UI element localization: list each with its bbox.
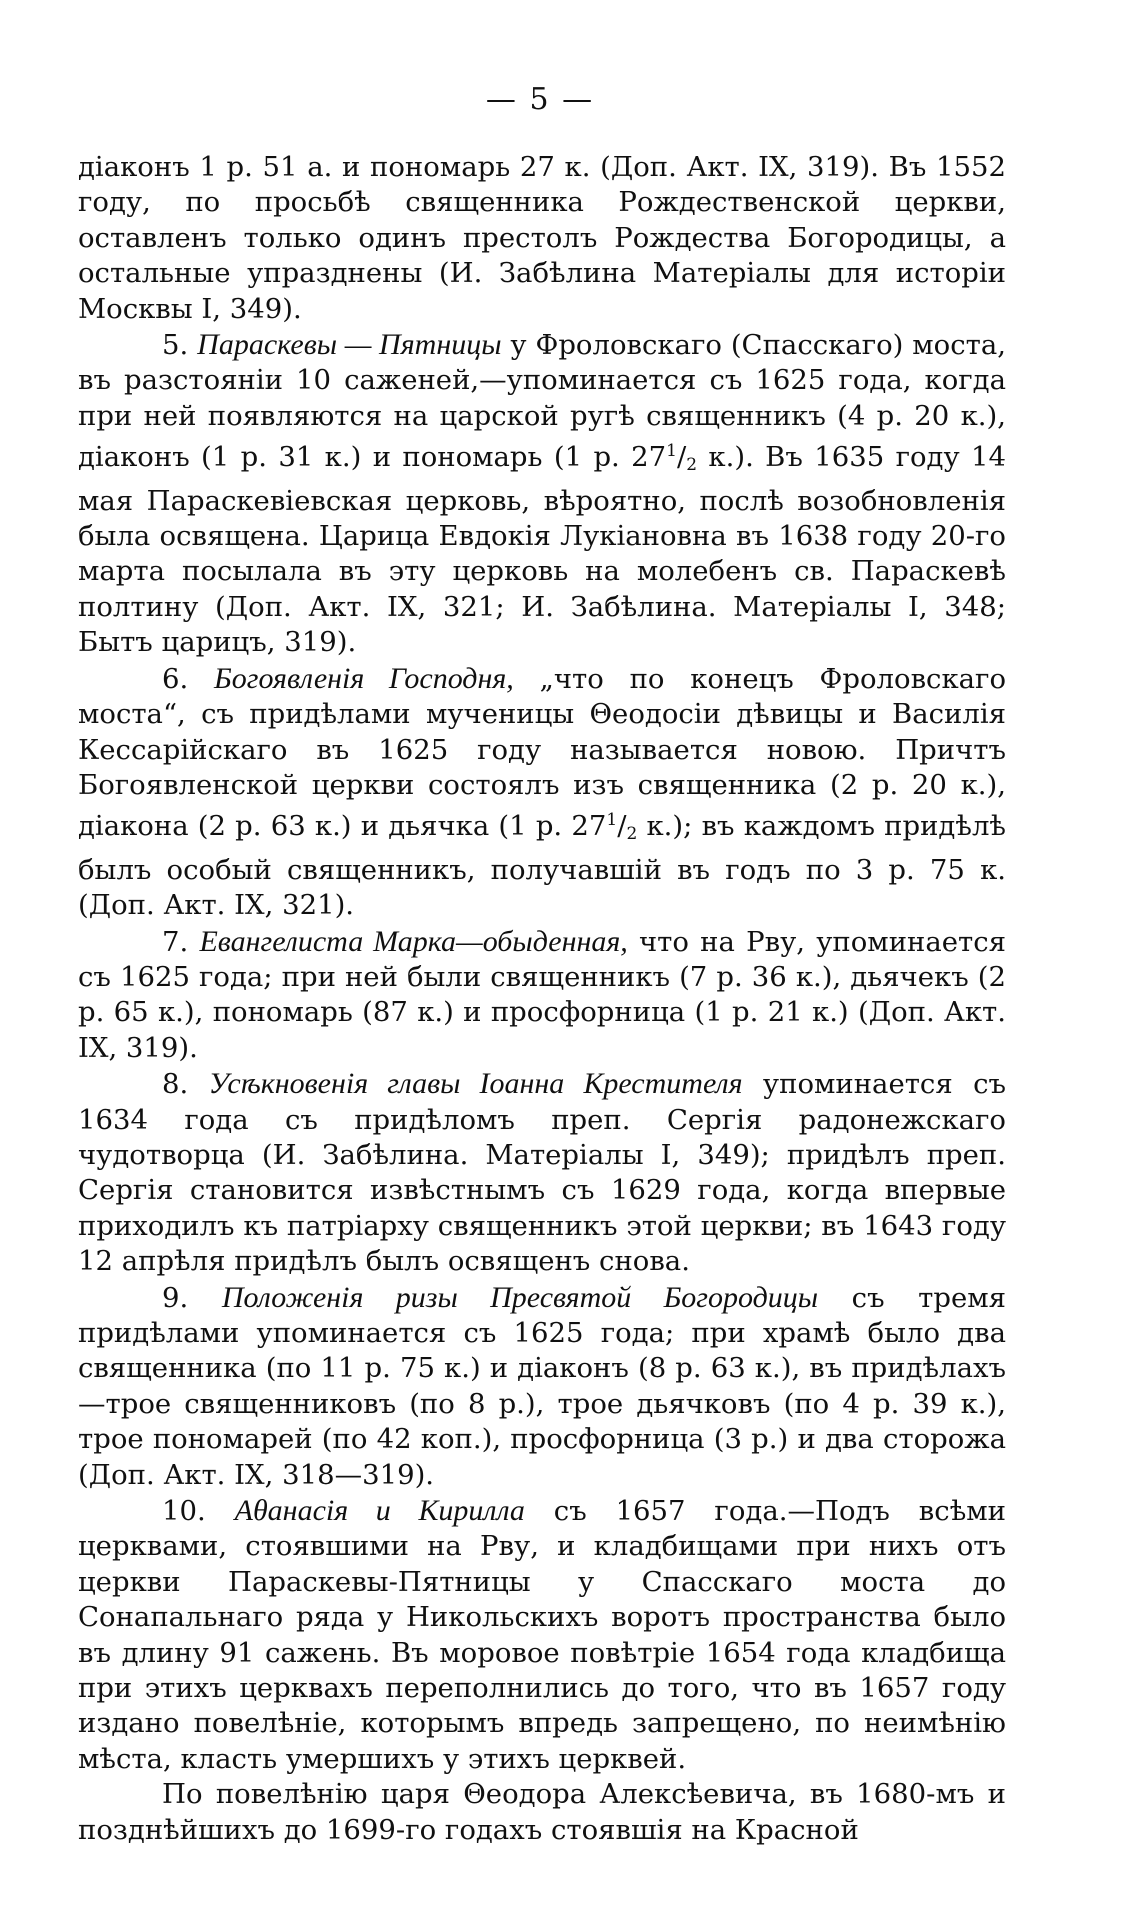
entry-text: упоминается съ 1634 года съ придѣломъ преп. Сергія радонежскаго чудотворца (И. Забѣлина. Матеріалы I, 349); придѣлъ преп. Сергія становится извѣстнымъ съ 1629 года, когда впервые приходилъ къ патріарху священникъ этой церкви; въ 1643 году 12 апрѣля придѣлъ былъ освященъ снова. xyxy=(78,1068,1006,1278)
paragraph-text: діаконъ 1 р. 51 а. и пономарь 27 к. (Доп. Акт. IX, 319). Въ 1552 году, по просьбѣ священника Рождественской церкви, оставленъ только одинъ престолъ Рождества Богородицы, а остальные упразднены (И. Забѣлина Матеріалы для исторіи Москвы I, 349). xyxy=(78,151,1006,325)
entry-8-usiknovenie xyxy=(78,1066,1006,1279)
entry-title: Параскевы — Пятницы xyxy=(197,328,502,362)
entry-number: 9. xyxy=(162,1281,189,1314)
entry-text: съ тремя придѣлами упоминается съ 1625 года; при храмѣ было два священника (по 11 р. 75 к.) и діаконъ (8 р. 63 к.), въ придѣлахъ—трое священниковъ (по 8 р.), трое дьячковъ (по 4 р. 39 к.), трое пономарей (по 42 коп.), просфорница (3 р.) и два сторожа (Доп. Акт. IX, 318—319). xyxy=(78,1281,1006,1491)
entry-title: Положенія ризы Пресвятой Богородицы xyxy=(221,1280,819,1314)
fraction-denominator: 2 xyxy=(626,824,638,845)
entry-6-bogoyavlenie: 6. Богоявленія Господня, „что по конецъ Фроловскаго моста“, съ придѣлами мученицы Θеодосіи дѣвицы и Василія Кессарійскаго въ 1625 году называется новою. Причтъ Богоявленской церкви состоялъ изъ священника (2 р. 20 к.), діакона (2 р. 63 к.) и дьячка (1 р. $27^1/_2$ к.); въ каждомъ придѣлѣ былъ особый священникъ, получавшій въ годъ по 3 р. 75 к. (Доп. Акт. IX, 321). xyxy=(78,661,1007,922)
page-number: — 5 — xyxy=(485,82,595,117)
entry-7-evangelista-marka xyxy=(78,924,1006,1067)
entry-9-polozhenie-rizy xyxy=(78,1280,1006,1493)
entry-title: Евангелиста Марка—обыденная, xyxy=(199,924,628,958)
entry-number: 6. xyxy=(162,662,189,695)
text-column xyxy=(78,150,1006,1848)
entry-number: 10. xyxy=(162,1495,206,1528)
entry-text: у Фроловскаго (Спасскаго) моста, въ разстояніи 10 саженей,—упоминается съ 1625 года, когда при ней появляются на царской ругѣ священникъ (4 р. 20 к.), діаконъ (1 р. 31 к.) и пономарь (1 р. 27 xyxy=(78,329,1006,474)
entry-text-continued: к.); въ каждомъ придѣлѣ былъ особый священникъ, получавшій въ годъ по 3 р. 75 к. (Доп. Акт. IX, 321). xyxy=(78,810,1006,922)
fraction-numerator: 1 xyxy=(606,810,618,831)
entry-text: съ 1657 года.—Подъ всѣми церквами, стоявшими на Рву, и кладбищами при нихъ отъ церкви Параскевы-Пятницы у Спасскаго моста до Сонапальнаго ряда у Никольскихъ воротъ пространства было въ длину 91 сажень. Въ моровое повѣтріе 1654 года кладбища при этихъ церквахъ переполнились до того, что въ 1657 году издано повелѣніе, которымъ впредь запрещено, по неимѣнію мѣста, класть умершихъ у этихъ церквей. xyxy=(78,1495,1006,1775)
entry-text: „что по конецъ Фроловскаго моста“, съ придѣлами мученицы Θеодосіи дѣвицы и Василія Кессарійскаго въ 1625 году называется новою. Причтъ Богоявленской церкви состоялъ изъ священника (2 р. 20 к.), діакона (2 р. 63 к.) и дьячка (1 р. 27 xyxy=(78,662,1007,843)
paragraph-text: По повелѣнію царя Θеодора Алексѣевича, въ 1680-мъ и позднѣйшихъ до 1699-го годахъ стоявшія на Красной xyxy=(78,1778,1006,1846)
paragraph-continuation xyxy=(78,150,1006,327)
fraction-numerator: 1 xyxy=(666,441,677,462)
entry-text: что на Рву, упоминается съ 1625 года; при ней были священникъ (7 р. 36 к.), дьячекъ (2 р. 65 к.), пономарь (87 к.) и просфорница (1 р. 21 к.) (Доп. Акт. IX, 319). xyxy=(78,925,1006,1064)
entry-title: Богоявленія Господня, xyxy=(214,661,514,695)
entry-number: 5. xyxy=(162,329,189,362)
entry-10-afanasiya-kirilla xyxy=(78,1493,1006,1777)
paragraph-final xyxy=(78,1777,1006,1848)
entry-number: 8. xyxy=(162,1068,189,1101)
entry-text-continued: к.). Въ 1635 году 14 мая Параскевіевская церковь, вѣроятно, послѣ возобновленія была освящена. Царица Евдокія Лукіановна въ 1638 году 20-го марта посылала въ эту церковь на молебенъ св. Параскевѣ полтину (Доп. Акт. IX, 321; И. Забѣлина. Матеріалы I, 348; Бытъ царицъ, 319). xyxy=(78,441,1006,659)
entry-number: 7. xyxy=(162,925,189,958)
entry-5-paraskeva: 5. Параскевы — Пятницы у Фроловскаго (Спасскаго) моста, въ разстояніи 10 саженей,—упоминается съ 1625 года, когда при ней появляются на царской ругѣ священникъ (4 р. 20 к.), діаконъ (1 р. 31 к.) и пономарь (1 р. $27^1/_2$ к.). Въ 1635 году 14 мая Параскевіевская церковь, вѣроятно, послѣ возобновленія была освящена. Царица Евдокія Лукіановна въ 1638 году 20-го марта посылала въ эту церковь на молебенъ св. Параскевѣ полтину (Доп. Акт. IX, 321; И. Забѣлина. Матеріалы I, 348; Бытъ царицъ, 319). xyxy=(78,328,1006,659)
entry-title: Усѣкновенія главы Іоанна Крестителя xyxy=(208,1067,743,1101)
fraction-denominator: 2 xyxy=(686,455,698,476)
entry-title: Аθанасія и Кирилла xyxy=(234,1494,525,1528)
